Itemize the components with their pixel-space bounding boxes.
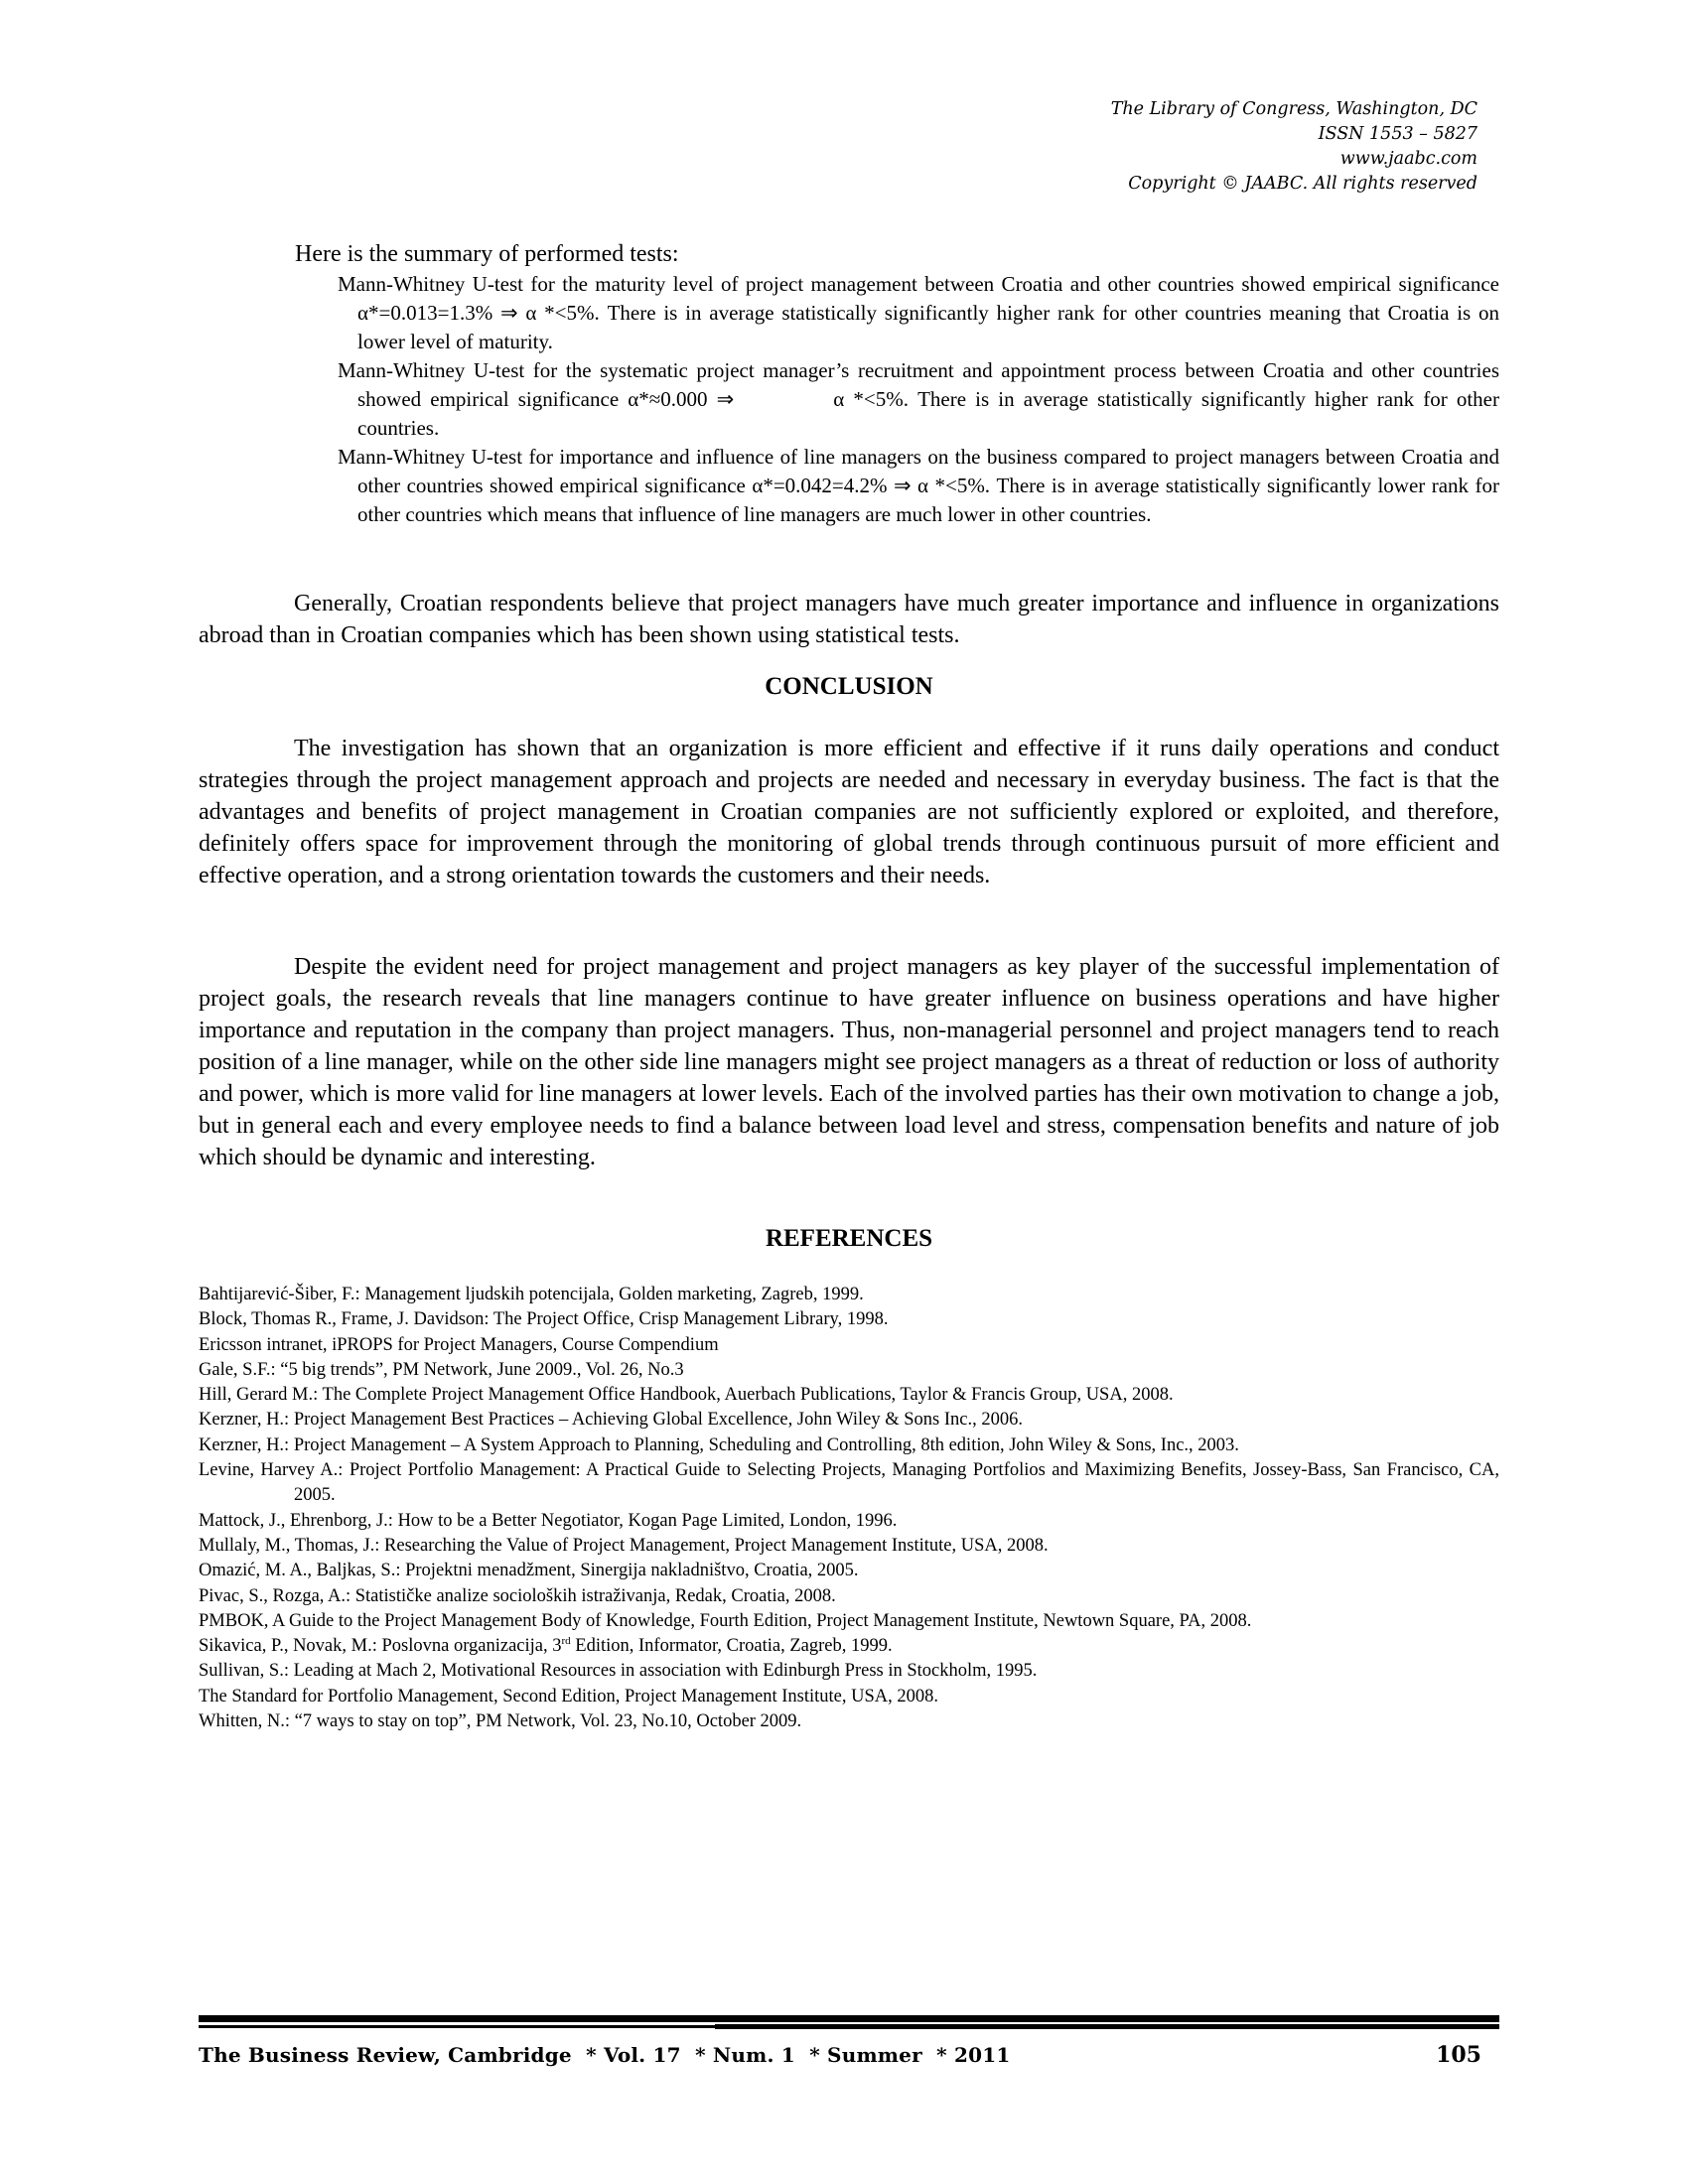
reference-text: Sikavica, P., Novak, M.: Poslovna organizacija, 3 [199,1636,562,1657]
section-heading-references: REFERENCES [765,1225,933,1252]
reference-item: Ericsson intranet, iPROPS for Project Managers, Course Compendium [199,1334,719,1355]
reference-item: Block, Thomas R., Frame, J. Davidson: The Project Office, Crisp Management Library, 1998. [199,1309,889,1330]
test-item-text: α *<5%. There is in average statistically significantly higher rank for other countries. [357,387,1499,440]
reference-item: Kerzner, H.: Project Management Best Practices – Achieving Global Excellence, John Wiley & Sons Inc., 2006. [199,1410,1023,1431]
section-heading-conclusion: CONCLUSION [765,673,933,700]
page-number: 105 [1436,2042,1481,2068]
summary-intro: Here is the summary of performed tests: [295,241,679,267]
reference-item: Kerzner, H.: Project Management – A System Approach to Planning, Scheduling and Controlling, 8th edition, John Wiley & Sons, Inc., 2003. [199,1434,1239,1455]
test-item [338,356,1499,443]
reference-item: Sullivan, S.: Leading at Mach 2, Motivational Resources in association with Edinburgh Press in Stockholm, 1995. [199,1661,1038,1682]
header-library: The Library of Congress, Washington, DC [1110,99,1477,119]
reference-item: Hill, Gerard M.: The Complete Project Management Office Handbook, Auerbach Publications, Taylor & Francis Group, USA, 2008. [199,1385,1174,1406]
header-website: www.jaabc.com [1339,149,1477,169]
reference-item: Mattock, J., Ehrenborg, J.: How to be a Better Negotiator, Kogan Page Limited, London, 1996. [199,1510,898,1531]
reference-item: Omazić, M. A., Baljkas, S.: Projektni menadžment, Sinergija nakladništvo, Croatia, 2005. [199,1561,859,1581]
reference-item: Mullaly, M., Thomas, J.: Researching the Value of Project Management, Project Management Institute, USA, 2008. [199,1535,1049,1556]
test-item: Mann-Whitney U-test for the maturity level of project management between Croatia and other countries showed empirical significance α*=0.013=1.3% ⇒ α *<5%. There is in average statistically significantly higher rank for other countries meaning that Croatia is on lower level of maturity. [338,272,1499,353]
ordinal-suffix: rd [561,1635,571,1647]
test-item: Mann-Whitney U-test for importance and influence of line managers on the business compared to project managers between Croatia and other countries showed empirical significance α*=0.042=4.2% ⇒ α *<5%. There is in average statistically significantly lower rank for other countries which means that influence of line managers are much lower in other countries. [338,445,1499,526]
reference-item: Bahtijarević-Šiber, F.: Management ljudskih potencijala, Golden marketing, Zagreb, 1999. [199,1285,864,1304]
reference-text: Edition, Informator, Croatia, Zagreb, 1999. [570,1636,893,1657]
reference-item [199,1634,1499,1659]
paragraph-despite: Despite the evident need for project management and project managers as key player of the successful implementation of project goals, the research reveals that line managers continue to have greater influence on business operations and have higher importance and reputation in the company than project managers. Thus, non-managerial personnel and project managers tend to reach position of a line manager, while on the other side line managers might see project managers as a threat of reduction or loss of authority and power, which is more valid for line managers at lower levels. Each of the involved parties has their own motivation to change a job, but in general each and every employee needs to find a balance between load level and stress, compensation benefits and nature of job which should be dynamic and interesting. [199,954,1499,1170]
reference-item: The Standard for Portfolio Management, Second Edition, Project Management Institute, USA, 2008. [199,1686,938,1706]
reference-item: PMBOK, A Guide to the Project Management Body of Knowledge, Fourth Edition, Project Management Institute, Newtown Square, PA, 2008. [199,1610,1252,1631]
test-summary-list [338,270,1499,529]
footer-rule [199,2015,1499,2022]
reference-list [199,1283,1499,1734]
reference-item: Pivac, S., Rozga, A.: Statističke analize socioloških istraživanja, Redak, Croatia, 2008. [199,1585,836,1606]
paragraph-investigation: The investigation has shown that an organization is more efficient and effective if it runs daily operations and conduct strategies through the project management approach and projects are needed and necessary in everyday business. The fact is that the advantages and benefits of project management in Croatian companies are not sufficiently explored or exploited, and therefore, definitely offers space for improvement through the monitoring of global trends through continuous pursuit of more efficient and effective operation, and a strong orientation towards the customers and their needs. [199,736,1499,888]
reference-item: Levine, Harvey A.: Project Portfolio Management: A Practical Guide to Selecting Projects, Managing Portfolios and Maximizing Benefits, Jossey-Bass, San Francisco, CA, 2005. [199,1460,1499,1506]
footer-journal-info: The Business Review, Cambridge * Vol. 17 * Num. 1 * Summer * 2011 [199,2043,1011,2067]
footer-rule-thin [199,2025,715,2028]
test-item-text: Mann-Whitney U-test for the systematic project manager’s recruitment and appointment process between Croatia and other countries showed empirical significance α*≈0.000 ⇒ [338,358,1499,411]
journal-header [1111,97,1477,197]
footer-rule-thin [715,2024,1499,2029]
reference-item: Whitten, N.: “7 ways to stay on top”, PM Network, Vol. 23, No.10, October 2009. [199,1711,802,1732]
header-copyright: Copyright © JAABC. All rights reserved [1128,174,1477,194]
paragraph-general: Generally, Croatian respondents believe that project managers have much greater importance and influence in organizations abroad than in Croatian companies which has been shown using statistical tests. [199,591,1499,648]
header-issn: ISSN 1553 – 5827 [1318,124,1477,144]
reference-item: Gale, S.F.: “5 big trends”, PM Network, June 2009., Vol. 26, No.3 [199,1359,684,1380]
